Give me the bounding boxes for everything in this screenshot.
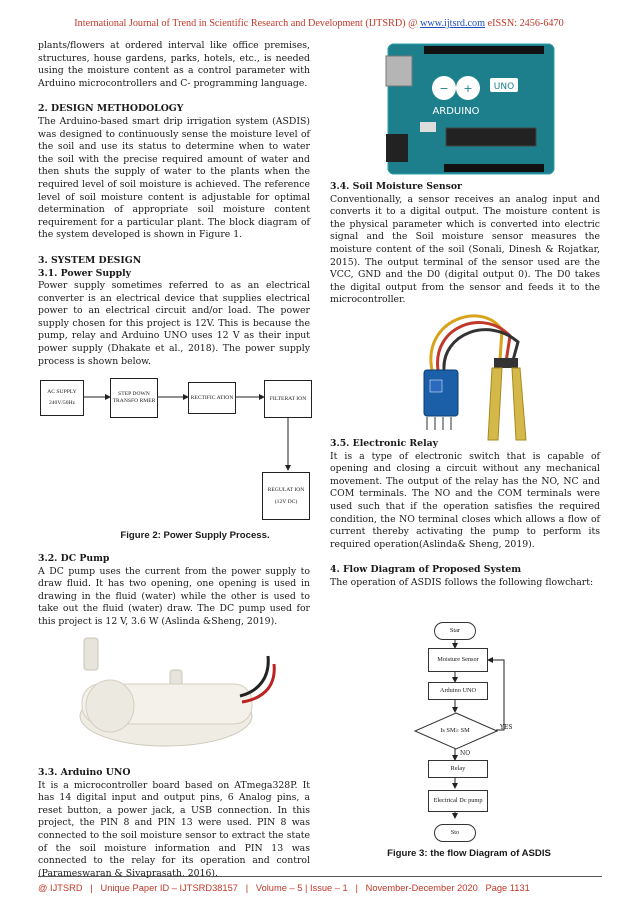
- intro-paragraph: plants/flowers at ordered interval like office premises, structures, house gardens, parks, hotels, etc., is needed using the moisture content as a control parameter with Arduino microcontrollers and C- programming language.: [38, 40, 310, 89]
- filtration-label: FILTERAT ION: [269, 395, 307, 402]
- relay-section: [330, 438, 600, 590]
- regulation-sub: (12V DC): [274, 498, 298, 505]
- step-down-box: [110, 378, 158, 418]
- flow-diagram-paragraph: The operation of ASDIS follows the following flowchart:: [330, 576, 594, 588]
- journal-link[interactable]: www.ijtsrd.com: [420, 18, 486, 29]
- arduino-uno-section: [38, 767, 310, 880]
- footer-paper-id: Unique Paper ID – IJTSRD38157: [100, 883, 238, 893]
- footer-volume: Volume – 5 | Issue – 1: [255, 883, 348, 893]
- flow-arduino-uno: Arduino UNO: [428, 682, 488, 700]
- soil-sensor-section: [330, 181, 600, 307]
- ac-supply-sub: 240V/50Hz: [48, 400, 76, 406]
- footer-journal: @ IJTSRD: [38, 883, 83, 893]
- flow-diagram-heading: 4. Flow Diagram of Proposed System: [330, 564, 522, 576]
- power-supply-paragraph: Power supply sometimes referred to as an electrical converter is an electrical device that supplies electrical power to an electrical circuit and/or load. The power supply chosen for this project is 12V. This is because the pump, relay and Arduino UNO uses 12 V as their input power supply (Dhakate et al., 2018). The power supply process is shown below.: [38, 280, 310, 367]
- dc-pump-section: [38, 553, 310, 629]
- step-down-label: STEP DOWN TRANSFO RMER: [112, 391, 156, 404]
- design-heading: 2. DESIGN METHODOLOGY: [38, 103, 184, 115]
- arduino-uno-heading: 3.3. Arduino UNO: [38, 767, 131, 778]
- rectification-box: [188, 382, 236, 414]
- flow-start: Star: [434, 622, 476, 640]
- rectification-label: RECTIFIC ATION: [190, 394, 234, 401]
- flow-dc-pump: Electrical Dc pump: [428, 790, 488, 812]
- dc-pump-heading: 3.2. DC Pump: [38, 553, 110, 564]
- flow-yes-label: YES: [500, 724, 513, 731]
- soil-sensor-paragraph: Conventionally, a sensor receives an analog input and converts it to a digital output. The moisture content is the physical parameter which is converted into electric signal and the Soil moisture sensor measures the moisture content of the soil (Sonali, Dinesh & Rojatkar, 2015). The output terminal of the sensor used are the VCC, GND and the D0 (digital output 0). The D0 takes the digital output from the sensor and feeds it to the microcontroller.: [330, 193, 600, 306]
- arduino-board-image: [384, 38, 560, 180]
- header-suffix: eISSN: 2456-6470: [485, 18, 564, 29]
- footer-page: Page 1131: [485, 883, 530, 893]
- relay-paragraph: It is a type of electronic switch that is capable of opening and closing a circuit without any mechanical movement. The output of the relay has the NO, NC and COM terminals. The NO and the COM terminals were used such that if the operation satisfies the required condition, the NO terminal closes which allows a flow of current thereby activating the pump to perform its required operation(Aslinda& Sheng, 2019).: [330, 450, 600, 550]
- running-header: [0, 18, 638, 29]
- svg-text:+: +: [463, 82, 473, 95]
- soil-sensor-heading: 3.4. Soil Moisture Sensor: [330, 181, 462, 192]
- filtration-box: [264, 380, 312, 418]
- svg-text:−: −: [439, 82, 449, 95]
- ac-supply-box: [40, 380, 84, 416]
- system-design-heading: 3. SYSTEM DESIGN: [38, 254, 142, 266]
- flow-stop: Sto: [434, 824, 476, 842]
- page-footer: @ IJTSRD | Unique Paper ID – IJTSRD38157 | Volume – 5 | Issue – 1 | November-December 2020 Page 1131: [38, 883, 530, 893]
- arduino-uno-paragraph: It is a microcontroller board based on ATmega328P. It has 14 digital input and output pins, 6 Analog pins, a reset button, a power jack, a USB connection. In this project, the PIN 8 and PIN 13 were used. PIN 8 was connected to the soil moisture sensor to extract the state of the soil moisture information and PIN 13 was connected to the relay for its operation and control (Parameswaran & Sivaprasath, 2016).: [38, 779, 310, 879]
- arduino-brand-text: ARDUINO: [432, 106, 480, 117]
- figure-2-caption: Figure 2: Power Supply Process.: [120, 530, 270, 541]
- dc-pump-image: [70, 636, 280, 754]
- ac-supply-label: AC SUPPLY: [47, 389, 77, 395]
- dc-pump-paragraph: A DC pump uses the current from the power supply to draw fluid. It has two opening, one opening is used in drawing in the fluid (water) while the other is used to take out the fluid (water) draw. The DC pump used for this project is 12 V, 3.6 W (Aslinda &Sheng, 2019).: [38, 565, 310, 627]
- footer-rule: [38, 876, 602, 877]
- soil-sensor-image: [392, 300, 572, 450]
- flow-moisture-sensor: Moisture Sensor: [428, 648, 488, 672]
- header-prefix: International Journal of Trend in Scientific Research and Development (IJTSRD) @: [74, 18, 421, 29]
- regulation-label: REGULAT ION: [267, 486, 305, 493]
- arduino-model-text: UNO: [493, 82, 515, 92]
- regulation-box: [262, 472, 310, 520]
- design-paragraph: The Arduino-based smart drip irrigation system (ASDIS) was designed to continuously sense the moisture level of the soil and use its status to determine when to water the soil with the precise required amount of water and then shuts the supply of water to the plants when the required level of soil moisture is achieved. The reference level of soil moisture content is adjustable for optimal determination of appropriate soil moisture content requirement for a particular plant. The block diagram of the system developed is shown in Figure 1.: [38, 115, 310, 241]
- relay-heading: 3.5. Electronic Relay: [330, 438, 439, 449]
- flow-no-label: NO: [460, 750, 471, 757]
- footer-date: November-December 2020: [365, 883, 478, 893]
- flow-decision-label: Is SM≥ SM: [440, 727, 470, 734]
- left-column-top: [38, 40, 310, 368]
- flow-relay: Relay: [428, 760, 488, 778]
- figure-3-caption: Figure 3: the flow Diagram of ASDIS: [387, 848, 551, 859]
- power-supply-heading: 3.1. Power Supply: [38, 267, 132, 279]
